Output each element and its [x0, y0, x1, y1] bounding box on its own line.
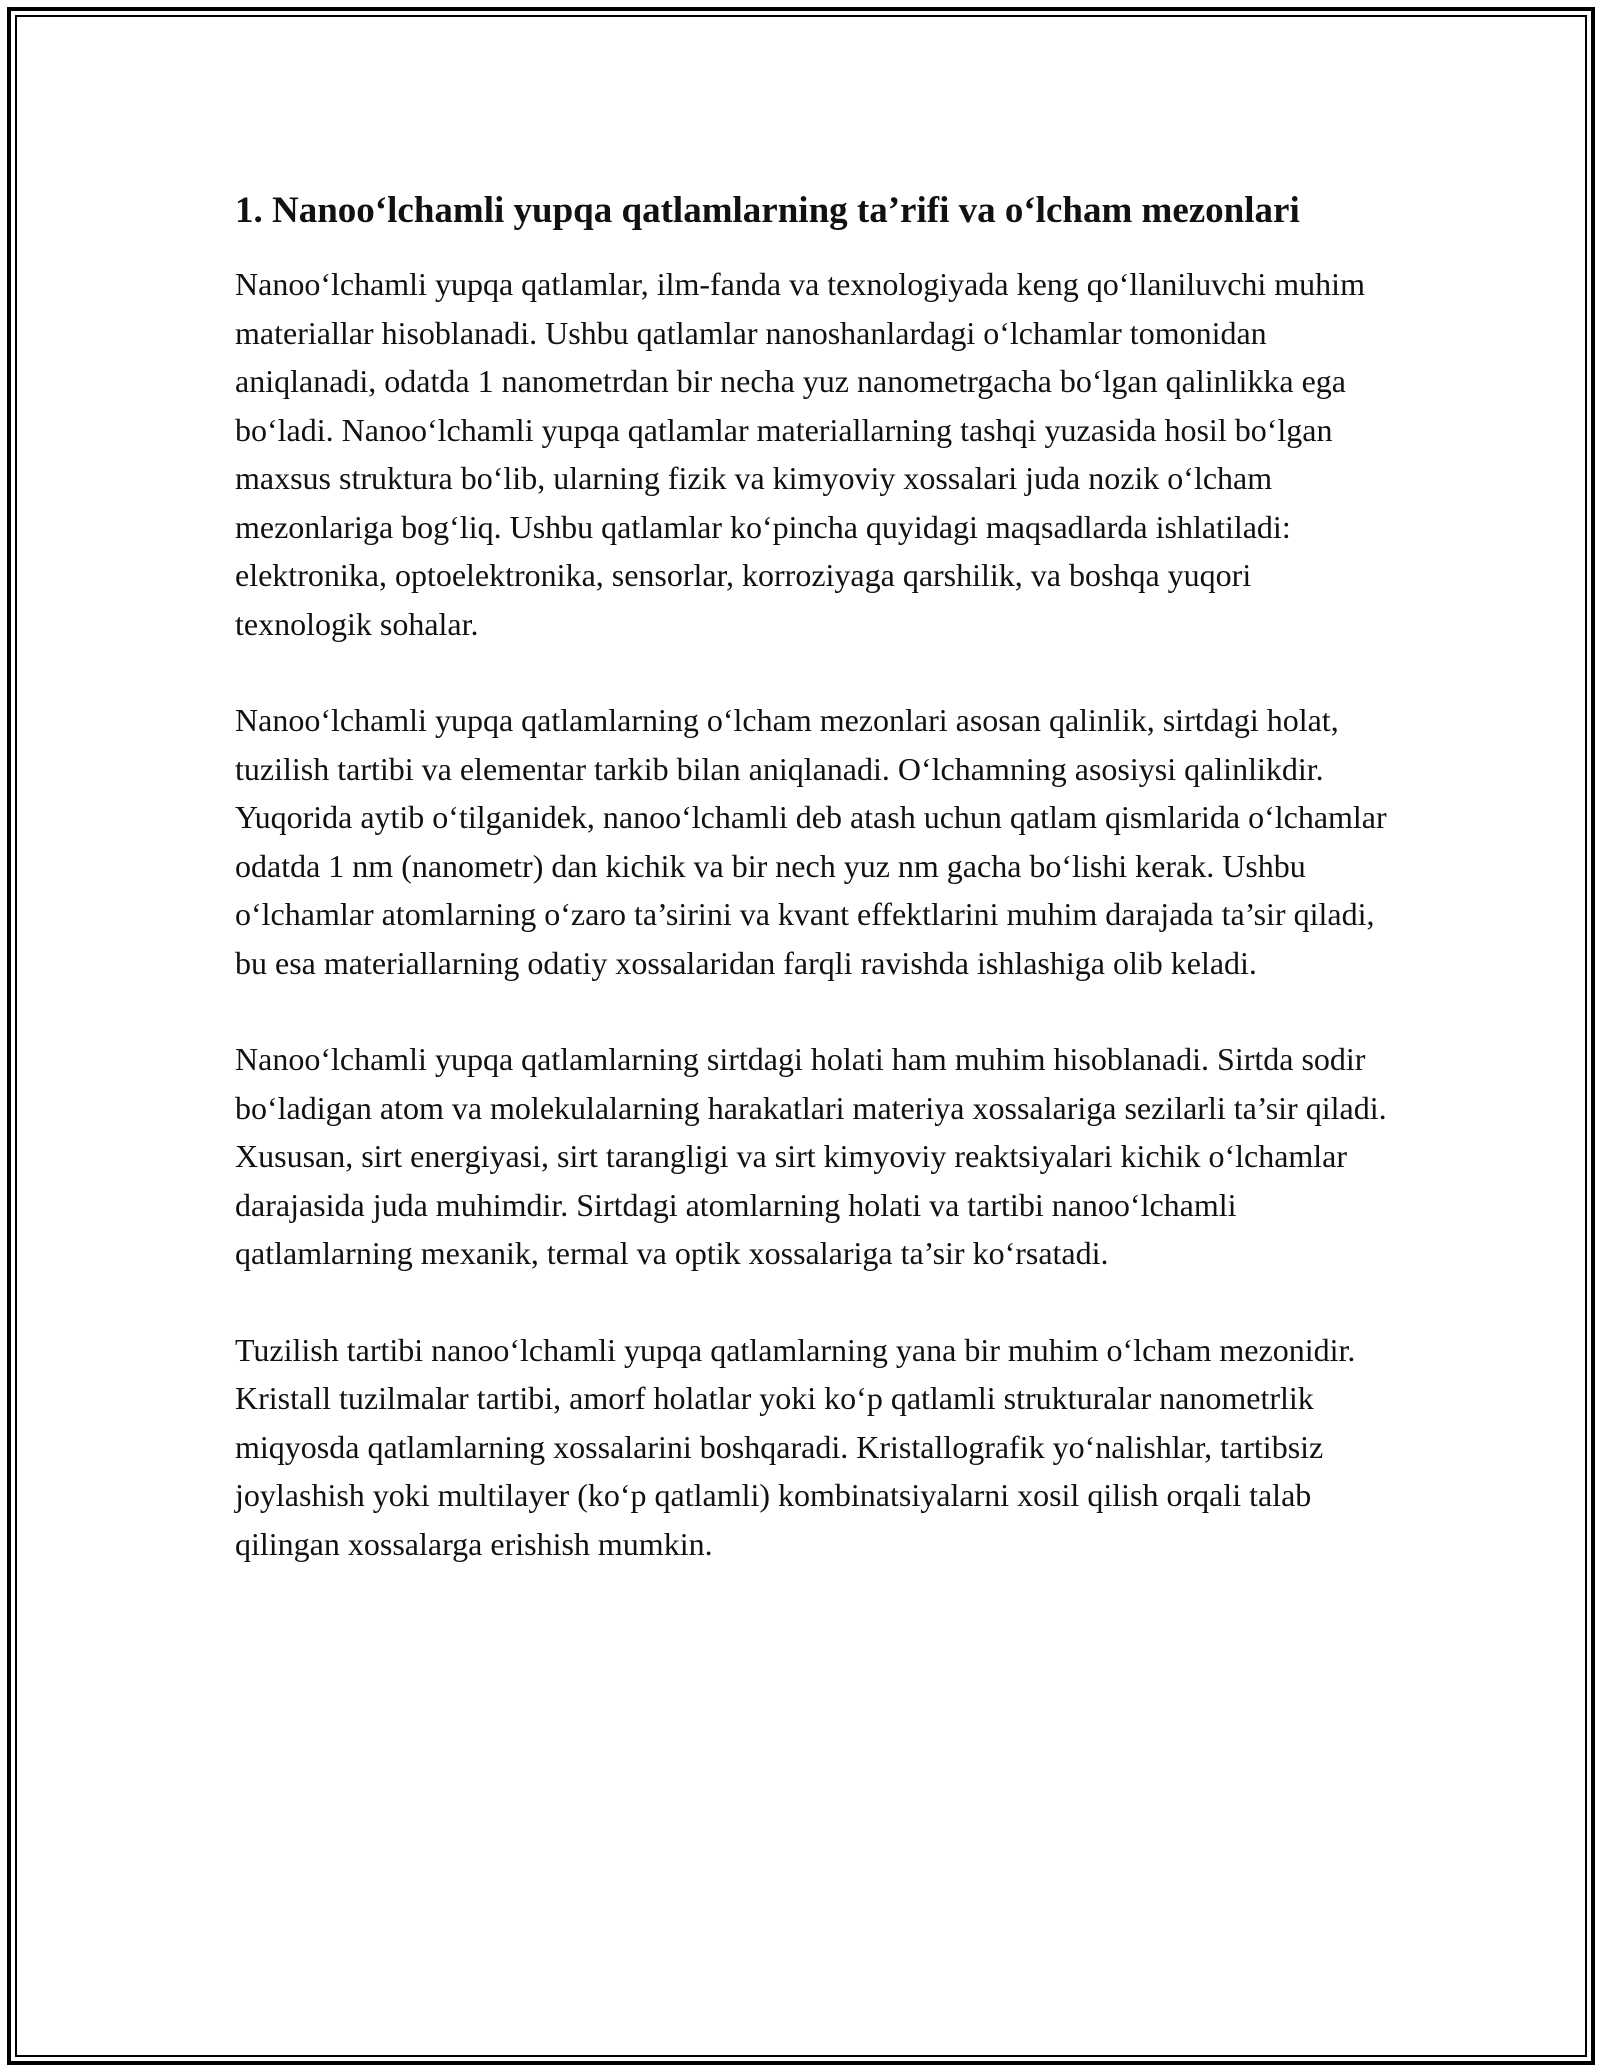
paragraph-definition: Nanoo‘lchamli yupqa qatlamlar, ilm-fanda va texnologiyada keng qo‘llaniluvchi muhim materiallar hisoblanadi. Ushbu qatlamlar nanoshanlardagi o‘lchamlar tomonidan aniqlanadi, odatda 1 nanometrdan bir necha yuz nanometrgacha bo‘lgan qalinlikka ega bo‘ladi. Nanoo‘lchamli yupqa qatlamlar materiallarning tashqi yuzasida hosil bo‘lgan maxsus struktura bo‘lib, ularning fizik va kimyoviy xossalari juda nozik o‘lcham mezonlariga bog‘liq. Ushbu qatlamlar ko‘pincha quyidagi maqsadlarda ishlatiladi: elektronika, optoelektronika, sensorlar, korroziyaga qarshilik, va boshqa yuqori texnologik sohalar.: [235, 266, 1365, 642]
paragraph-surface-state: Nanoo‘lchamli yupqa qatlamlarning sirtdagi holati ham muhim hisoblanadi. Sirtda sodir bo‘ladigan atom va molekulalarning harakatlari materiya xossalariga sezilarli ta’sir qiladi. Xususan, sirt energiyasi, sirt tarangligi va sirt kimyoviy reaktsiyalari kichik o‘lchamlar darajasida juda muhimdir. Sirtdagi atomlarning holati va tartibi nanoo‘lchamli qatlamlarning mexanik, termal va optik xossalariga ta’sir ko‘rsatadi.: [235, 1041, 1387, 1271]
section-heading: 1. Nanoo‘lchamli yupqa qatlamlarning ta’rifi va o‘lcham mezonlari: [235, 190, 1300, 231]
paragraph-structure-order: Tuzilish tartibi nanoo‘lchamli yupqa qatlamlarning yana bir muhim o‘lcham mezonidir. Kristall tuzilmalar tartibi, amorf holatlar yoki ko‘p qatlamli strukturalar nanometrlik miqyosda qatlamlarning xossalarini boshqaradi. Kristallografik yo‘nalishlar, tartibsiz joylashish yoki multilayer (ko‘p qatlamli) kombinatsiyalarni xosil qilish orqali talab qilingan xossalarga erishish mumkin.: [235, 1331, 1356, 1562]
paragraph-size-criteria: Nanoo‘lchamli yupqa qatlamlarning o‘lcham mezonlari asosan qalinlik, sirtdagi holat, tuzilish tartibi va elementar tarkib bilan aniqlanadi. O‘lchamning asosiysi qalinlikdir. Yuqorida aytib o‘tilganidek, nanoo‘lchamli deb atash uchun qatlam qismlarida o‘lchamlar odatda 1 nm (nanometr) dan kichik va bir nech yuz nm gacha bo‘lishi kerak. Ushbu o‘lchamlar atomlarning o‘zaro ta’sirini va kvant effektlarini muhim darajada ta’sir qiladi, bu esa materiallarning odatiy xossalaridan farqli ravishda ishlashiga olib keladi.: [235, 702, 1387, 981]
document-body: [235, 183, 1395, 1616]
